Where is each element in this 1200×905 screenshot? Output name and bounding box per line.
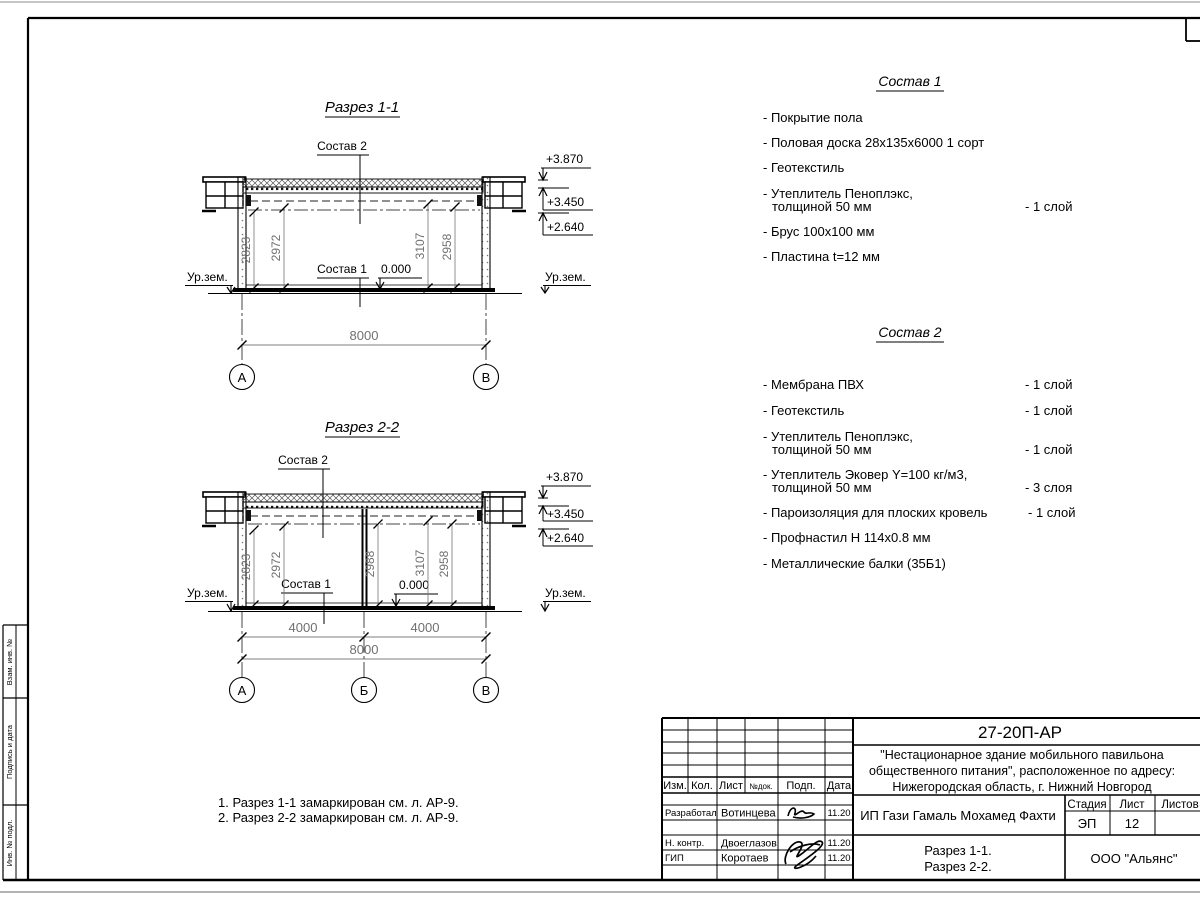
svg-text:Ур.зем.: Ур.зем.	[187, 586, 228, 600]
sheet-value: 12	[1124, 816, 1140, 831]
sheet-title-line1: Разрез 1-1.	[924, 843, 992, 858]
elevation-3450-s2	[538, 506, 593, 521]
elevation-3870-s2	[538, 470, 591, 498]
elevation-3450-s1	[538, 188, 593, 210]
elevation-2640-s2	[538, 529, 593, 546]
svg-text:- Геотекстиль: - Геотекстиль	[763, 403, 845, 418]
dim-4000-left: 4000	[288, 620, 318, 635]
svg-text:- Металлические балки (35Б1): - Металлические балки (35Б1)	[763, 556, 946, 571]
row-nkontr-date: 11.20	[827, 838, 851, 849]
row-gip-name: Коротаев	[721, 852, 769, 865]
ground-mark-left-s1	[185, 270, 235, 293]
vdim-2958-s2: 2958	[437, 550, 451, 578]
svg-text:0.000: 0.000	[381, 262, 412, 276]
svg-text:- Покрытие пола: - Покрытие пола	[763, 110, 863, 125]
svg-text:- 1 слой: - 1 слой	[1025, 403, 1073, 418]
svg-text:- Геотекстиль: - Геотекстиль	[763, 160, 845, 175]
row-razrabotal-name: Вотинцева	[721, 807, 776, 820]
sheets-label: Листов	[1161, 799, 1199, 811]
row-razrabotal-date: 11.20	[827, 808, 851, 819]
svg-text:- Утеплитель Пеноплэкс,: - Утеплитель Пеноплэкс,	[763, 186, 913, 201]
svg-text:+3.450: +3.450	[547, 507, 585, 521]
note-2: 2. Разрез 2-2 замаркирован см. л. АР-9.	[218, 810, 459, 825]
vdim-2972-s1: 2972	[269, 234, 283, 262]
svg-text:+2.640: +2.640	[547, 531, 585, 545]
sostav1-leader-s2	[281, 577, 333, 624]
svg-text:- 1 слой: - 1 слой	[1025, 377, 1073, 392]
project-name-line1: "Нестационарное здание мобильного павильона	[880, 748, 1164, 762]
svg-text:- Половая доска 28х135х6000 1: - Половая доска 28х135х6000 1 сорт	[763, 135, 985, 150]
ground-mark-right-s2	[541, 586, 591, 611]
margin-label-inv: Инв. № подл.	[5, 819, 14, 867]
axis-b-s2: Б	[359, 683, 369, 698]
axes-s1	[230, 294, 499, 390]
project-name-line3: Нижегородская область, г. Нижний Новгород	[892, 780, 1152, 794]
svg-text:- 1 слой: - 1 слой	[1025, 199, 1073, 214]
sostav1-leader-s1	[317, 262, 369, 307]
notes	[218, 795, 459, 825]
sheet-label: Лист	[1119, 799, 1145, 811]
signature-nkontr-gip	[785, 841, 822, 868]
svg-text:0.000: 0.000	[399, 578, 430, 592]
doc-code: 27-20П-АР	[977, 723, 1063, 742]
svg-text:- Профнастил Н 114х0.8 мм: - Профнастил Н 114х0.8 мм	[763, 530, 931, 545]
left-margin-column	[3, 625, 28, 880]
vdim-2972-s2: 2972	[269, 551, 283, 579]
svg-text:- Утеплитель Пеноплэкс,: - Утеплитель Пеноплэкс,	[763, 429, 913, 444]
row-gip-date: 11.20	[827, 853, 851, 864]
elevation-3870-s1	[538, 152, 591, 180]
svg-text:толщиной 50 мм: толщиной 50 мм	[772, 480, 872, 495]
sostav2-list	[763, 324, 1076, 571]
axis-a-s1: А	[237, 370, 247, 385]
vdim-3107-s1: 3107	[413, 232, 427, 260]
margin-label-podp: Подпись и дата	[5, 725, 14, 779]
sostav1-title: Состав 1	[878, 73, 942, 89]
col-podp: Подп.	[786, 780, 816, 792]
sheet-title-line2: Разрез 2-2.	[924, 859, 992, 874]
svg-text:- Брус 100х100 мм: - Брус 100х100 мм	[763, 224, 875, 239]
section-2-2-title: Разрез 2-2	[324, 419, 400, 436]
elevation-2640-s1	[538, 213, 593, 235]
col-izm: Изм.	[663, 780, 687, 792]
svg-text:- Утеплитель Эковер Y=100 кг/м: - Утеплитель Эковер Y=100 кг/м3,	[763, 467, 968, 482]
svg-text:- Мембрана ПВХ: - Мембрана ПВХ	[763, 377, 864, 392]
signature-razrabotal	[788, 808, 814, 818]
row-nkontr-role: Н. контр.	[665, 838, 705, 849]
title-block	[662, 718, 1200, 880]
axis-v-s1: В	[481, 370, 491, 385]
vdim-3107-s2: 3107	[413, 549, 427, 577]
svg-text:+2.640: +2.640	[547, 220, 585, 234]
stage-value: ЭП	[1077, 816, 1097, 831]
row-razrabotal-role: Разработал	[665, 808, 717, 819]
col-data: Дата	[826, 780, 852, 792]
svg-text:Ур.зем.: Ур.зем.	[545, 586, 586, 600]
ground-mark-right-s1	[541, 270, 591, 293]
svg-text:- Пластина t=12 мм: - Пластина t=12 мм	[763, 249, 880, 264]
company-name: ООО "Альянс"	[1090, 851, 1178, 866]
svg-text:- 1 слой: - 1 слой	[1028, 505, 1076, 520]
note-1: 1. Разрез 1-1 замаркирован см. л. АР-9.	[218, 795, 459, 810]
vdim-2823-s1: 2823	[239, 236, 253, 264]
sostav2-title: Состав 2	[878, 324, 942, 340]
svg-text:Ур.зем.: Ур.зем.	[187, 270, 228, 284]
svg-text:+3.450: +3.450	[547, 195, 585, 209]
vdim-2988-s2: 2988	[363, 550, 377, 578]
svg-text:+3.870: +3.870	[546, 470, 584, 484]
dim-4000-right: 4000	[410, 620, 440, 635]
axis-a-s2: А	[237, 683, 247, 698]
margin-label-vzam: Взам. инв. №	[5, 638, 14, 686]
svg-text:Ур.зем.: Ур.зем.	[545, 270, 586, 284]
svg-text:+3.870: +3.870	[546, 152, 584, 166]
dim-8000-s2: 8000	[349, 642, 379, 657]
svg-text:- Пароизоляция для плоских кро: - Пароизоляция для плоских кровель	[763, 505, 988, 520]
vdim-2958-s1: 2958	[440, 233, 454, 261]
col-ndok: №док.	[749, 782, 773, 791]
svg-text:- 3 слоя: - 3 слоя	[1025, 480, 1073, 495]
svg-text:Состав 1: Состав 1	[317, 262, 367, 276]
stage-label: Стадия	[1067, 799, 1107, 811]
vdim-2823-s2: 2823	[239, 553, 253, 581]
svg-text:Состав 1: Состав 1	[281, 577, 331, 591]
svg-text:толщиной 50 мм: толщиной 50 мм	[772, 442, 872, 457]
dim-8000-s1: 8000	[349, 328, 379, 343]
section-1-1	[185, 99, 593, 390]
col-kol: Кол.	[691, 780, 713, 792]
ground-mark-left-s2	[185, 586, 235, 611]
client-name: ИП Гази Гамаль Мохамед Фахти	[860, 808, 1056, 823]
section-1-1-title: Разрез 1-1	[324, 99, 400, 116]
project-name-line2: общественного питания", расположенное по адресу:	[868, 764, 1176, 778]
col-list: Лист	[719, 780, 743, 792]
sostav1-list	[763, 73, 1073, 264]
svg-text:- 1 слой: - 1 слой	[1025, 442, 1073, 457]
section-2-2	[185, 419, 593, 703]
row-nkontr-name: Двоеглазов	[721, 837, 777, 850]
axes-s2	[230, 612, 499, 703]
svg-text:Состав 2: Состав 2	[317, 139, 367, 153]
row-gip-role: ГИП	[665, 853, 684, 864]
svg-text:толщиной 50 мм: толщиной 50 мм	[772, 199, 872, 214]
axis-v-s2: В	[481, 683, 491, 698]
svg-text:Состав 2: Состав 2	[278, 453, 328, 467]
